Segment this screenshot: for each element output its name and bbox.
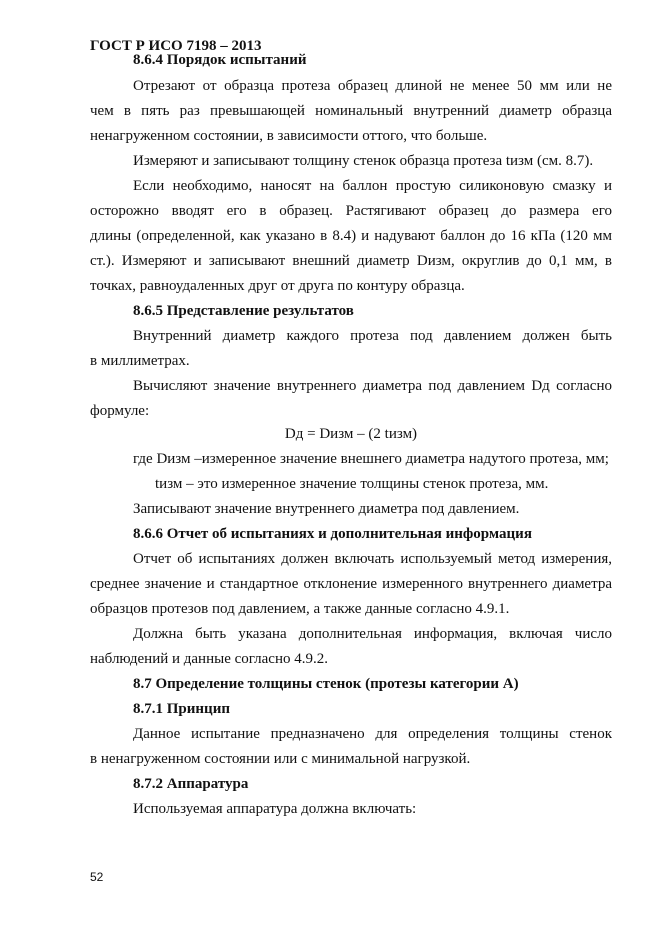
text-line-p11a: Данное испытание предназначено для определения толщины стенок [133,726,612,742]
text-line-h866: 8.6.6 Отчет об испытаниях и дополнительная информация [133,526,532,542]
text-line-p8: Записывают значение внутреннего диаметра под давлением. [133,501,520,517]
text-line-p11b: в ненагруженном состоянии или с минимальной нагрузкой. [90,751,471,767]
text-line-p10a: Должна быть указана дополнительная информация, включая число [133,626,612,642]
text-line-p3b: осторожно вводят его в образец. Растягивают образец до размера его [90,203,612,219]
text-line-p5b: формуле: [90,403,150,419]
text-line-formula: Dд = Dизм – (2 tизм) [284,426,418,442]
text-line-h864: 8.6.4 Порядок испытаний [133,52,307,68]
text-line-p4a: Внутренний диаметр каждого протеза под давлением должен быть [133,328,612,344]
text-line-p9c: образцов протезов под давлением, а также данные согласно 4.9.1. [90,601,510,617]
text-line-p6: где Dизм –измеренное значение внешнего диаметра надутого протеза, мм; [133,451,609,467]
text-line-p7: tизм – это измеренное значение толщины стенок протеза, мм. [155,476,549,492]
text-line-p1c: ненагруженном состоянии, в зависимости оттого, что больше. [90,128,488,144]
text-line-p5a: Вычисляют значение внутреннего диаметра под давлением Dд согласно [133,378,612,394]
text-line-p1a: Отрезают от образца протеза образец длиной не менее 50 мм или не [133,78,612,94]
document-header: ГОСТ Р ИСО 7198 – 2013 [90,38,262,54]
text-line-p3a: Если необходимо, наносят на баллон простую силиконовую смазку и [133,178,612,194]
text-line-p3d: ст.). Измеряют и записывают внешний диаметр Dизм, округлив до 0,1 мм, в [90,253,612,269]
text-line-p12: Используемая аппаратура должна включать: [133,801,417,817]
text-line-p3e: точках, равноудаленных друг от друга по контуру образца. [90,278,465,294]
text-line-h871: 8.7.1 Принцип [133,701,230,717]
text-line-p9a: Отчет об испытаниях должен включать используемый метод измерения, [133,551,612,567]
text-line-h872: 8.7.2 Аппаратура [133,776,249,792]
text-line-p3c: длины (определенной, как указано в 8.4) и надувают баллон до 16 кПа (120 мм [90,228,612,244]
text-line-h865: 8.6.5 Представление результатов [133,303,354,319]
text-line-p4b: в миллиметрах. [90,353,190,369]
page-number: 52 [90,870,104,884]
text-line-p9b: среднее значение и стандартное отклонение измеренного внутреннего диаметра [90,576,612,592]
text-line-p2: Измеряют и записывают толщину стенок образца протеза tизм (см. 8.7). [133,153,594,169]
text-line-h87: 8.7 Определение толщины стенок (протезы категории A) [133,676,519,692]
text-line-p1b: чем в пять раз превышающей номинальный внутренний диаметр образца [90,103,612,119]
text-line-p10b: наблюдений и данные согласно 4.9.2. [90,651,328,667]
